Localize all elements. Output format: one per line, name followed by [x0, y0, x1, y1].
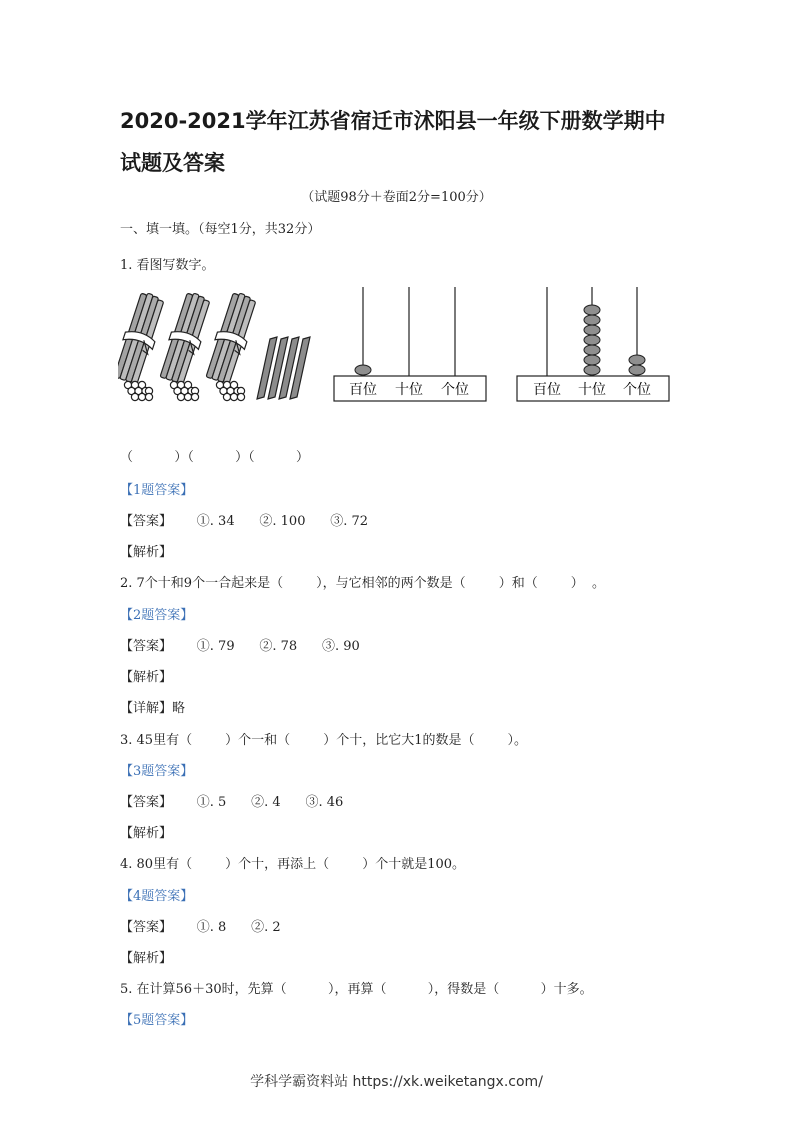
abacus-1 — [334, 287, 486, 401]
abacus-bead-ones — [629, 355, 645, 365]
line-q4_ans_h: 【4题答案】 — [120, 889, 194, 904]
abacus-label-ones: 个位 — [441, 382, 469, 398]
abacus-bead-tens — [584, 335, 600, 345]
line-q1: 1. 看图写数字。 — [120, 258, 215, 273]
abacus-2 — [517, 287, 669, 401]
stick-bundle-icon — [203, 290, 260, 400]
line-q1_jx: 【解析】 — [120, 545, 173, 560]
line-q2: 2. 7个十和9个一合起来是（ ），与它相邻的两个数是（ ）和（ ） 。 — [120, 576, 606, 591]
abacus-bead-tens — [584, 325, 600, 335]
abacus-bead-hundreds — [355, 365, 371, 375]
section-heading: 一、填一填。（每空1分，共32分） — [120, 222, 321, 237]
abacus-label-tens: 十位 — [578, 382, 606, 398]
abacus-bead-tens — [584, 305, 600, 315]
stick-bundle-icon — [157, 290, 214, 400]
line-q5: 5. 在计算56＋30时，先算（ ），再算（ ），得数是（ ）十多。 — [120, 982, 593, 997]
score-note: （试题98分＋卷面2分=100分） — [301, 190, 492, 205]
site-footer: 学科学霸资料站 https://xk.weiketangx.com/ — [250, 1074, 543, 1090]
stick-bundle-icon — [118, 290, 168, 400]
abacus-bead-ones — [629, 365, 645, 375]
abacus-bead-tens — [584, 355, 600, 365]
single-sticks-icon — [257, 337, 310, 399]
line-q1_blanks: （ ）（ ）（ ） — [120, 450, 309, 465]
line-q3_ans: 【答案】 ①. 5 ②. 4 ③. 46 — [120, 795, 344, 810]
abacus-bead-tens — [584, 365, 600, 375]
line-q1_ans_h: 【1题答案】 — [120, 483, 194, 498]
line-q2_ans: 【答案】 ①. 79 ②. 78 ③. 90 — [120, 639, 360, 654]
line-q3_ans_h: 【3题答案】 — [120, 764, 194, 779]
abacus-label-hundreds: 百位 — [349, 382, 377, 398]
line-q2_ans_h: 【2题答案】 — [120, 608, 194, 623]
abacus-label-ones: 个位 — [623, 382, 651, 398]
line-q3_jx: 【解析】 — [120, 826, 173, 841]
line-q4_jx: 【解析】 — [120, 951, 173, 966]
line-q2_jx: 【解析】 — [120, 670, 173, 685]
abacus-label-hundreds: 百位 — [533, 382, 561, 398]
line-q2_xj: 【详解】略 — [120, 701, 186, 716]
line-q1_ans: 【答案】 ①. 34 ②. 100 ③. 72 — [120, 514, 369, 529]
line-q4: 4. 80里有（ ）个十，再添上（ ）个十就是100。 — [120, 857, 466, 872]
line-q5_ans_h: 【5题答案】 — [120, 1013, 194, 1028]
question-1-figure — [118, 283, 678, 408]
abacus-bead-tens — [584, 345, 600, 355]
document-title: 2020-2021学年江苏省宿迁市沭阳县一年级下册数学期中试题及答案 — [120, 109, 666, 175]
abacus-bead-tens — [584, 315, 600, 325]
abacus-label-tens: 十位 — [395, 382, 423, 398]
line-q4_ans: 【答案】 ①. 8 ②. 2 — [120, 920, 281, 935]
line-q3: 3. 45里有（ ）个一和（ ）个十，比它大1的数是（ ）。 — [120, 733, 528, 748]
